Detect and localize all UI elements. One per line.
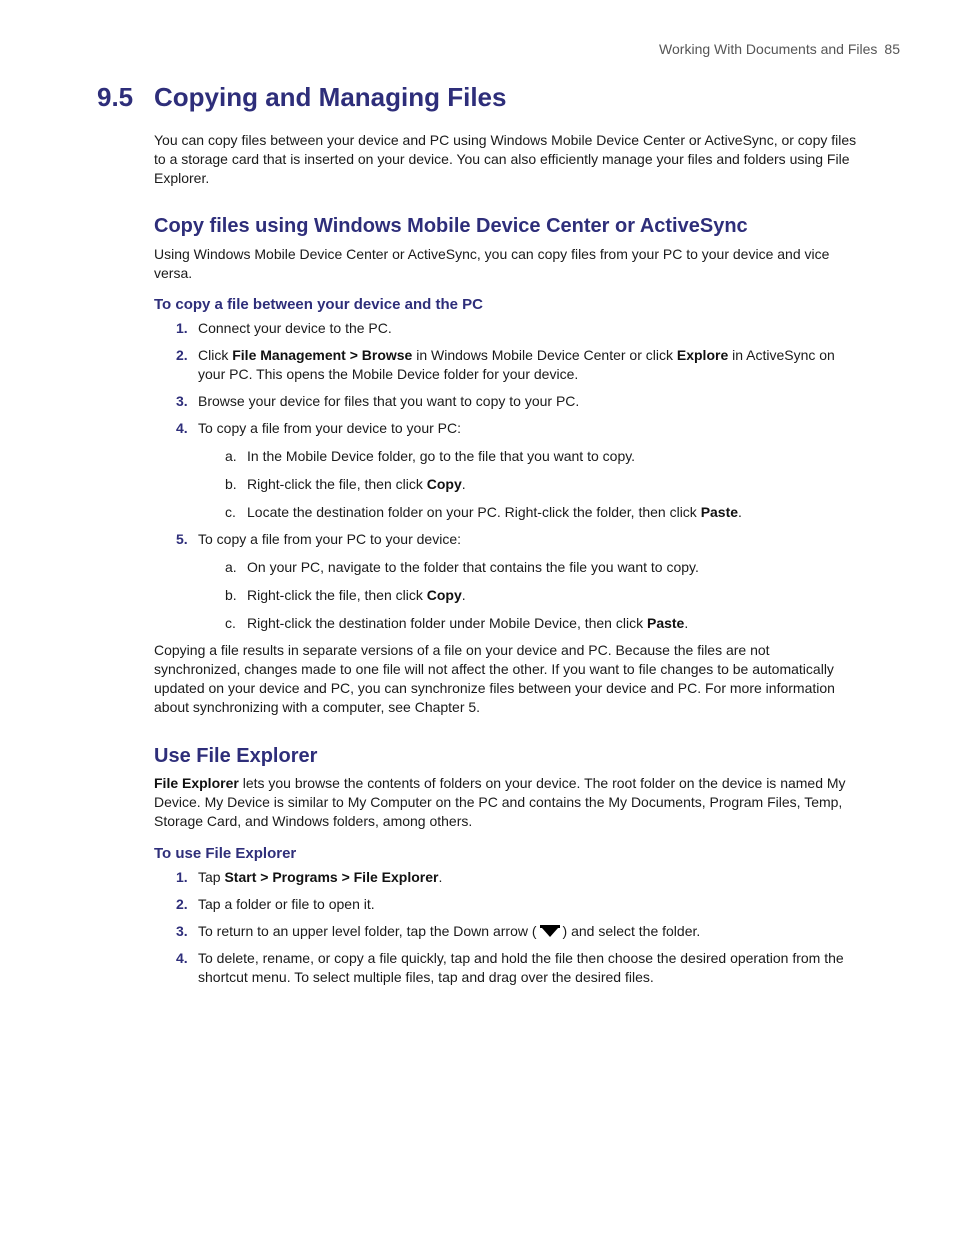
- file-explorer-paragraph: [154, 774, 859, 831]
- text-run: Click: [198, 347, 233, 363]
- list-item: [154, 475, 859, 494]
- ui-term: Copy: [426, 476, 462, 492]
- text-run: To return to an upper level folder, tap the Down arrow (: [198, 923, 537, 939]
- ui-term: File Management > Browse: [232, 347, 413, 363]
- ui-term: Paste: [700, 504, 739, 520]
- substep-text: [247, 476, 466, 492]
- ui-term: Explore: [676, 347, 729, 363]
- step-text: [198, 923, 700, 939]
- section-number: 9.5: [97, 82, 134, 112]
- step-number: 3.: [176, 393, 188, 409]
- copy-procedure-heading: To copy a file between your device and the PC: [154, 296, 483, 313]
- step-number: 5.: [176, 531, 188, 547]
- substep-text: [247, 587, 466, 603]
- step-number: 2.: [176, 896, 188, 912]
- step-number: 4.: [176, 950, 188, 966]
- text-run: .: [461, 587, 466, 603]
- step-number: 1.: [176, 320, 188, 336]
- step-text: To copy a file from your device to your PC:: [198, 420, 461, 436]
- step-text: [198, 869, 442, 885]
- page-number: 85: [884, 41, 900, 57]
- step-number: 2.: [176, 347, 188, 363]
- list-item: [154, 614, 859, 633]
- list-item: [154, 586, 859, 605]
- list-item: [154, 346, 859, 384]
- step-text: Tap a folder or file to open it.: [198, 896, 375, 912]
- copy-substeps-device-to-pc: [154, 447, 859, 522]
- running-title: Working With Documents and Files: [659, 41, 878, 57]
- substep-text: [247, 504, 742, 520]
- text-run: in ActiveSync on your PC. This opens the Mobile Device folder for your device.: [198, 347, 835, 382]
- copy-substeps-pc-to-device: [154, 558, 859, 633]
- step-text: Browse your device for files that you want to copy to your PC.: [198, 393, 580, 409]
- text-run: ) and select the folder.: [562, 923, 701, 939]
- text-run: Right-click the file, then click: [247, 587, 427, 603]
- substep-letter: c.: [225, 504, 236, 520]
- list-item: [154, 530, 859, 549]
- file-explorer-steps-list: [154, 868, 859, 987]
- substep-letter: a.: [225, 559, 237, 575]
- text-run: Locate the destination folder on your PC. Right-click the folder, then click: [247, 504, 701, 520]
- list-item: [154, 922, 859, 941]
- copy-closing-paragraph: Copying a file results in separate versions of a file on your device and PC. Because the files are not synchronized, changes made to one file will not affect the other. If you want to file changes to be automatically updated on your device and PC, you can synchronize files between your device and PC. For more information about synchronizing with a computer, see Chapter 5.: [154, 642, 835, 715]
- text-run: .: [684, 615, 689, 631]
- running-header: [659, 41, 900, 57]
- text-run: in Windows Mobile Device Center or click: [412, 347, 677, 363]
- intro-paragraph: You can copy files between your device and PC using Windows Mobile Device Center or ActiveSync, or copy files to a storage card that is inserted on your device. You can also efficiently manage your files and folders using File Explorer.: [154, 132, 857, 186]
- text-run: Tap: [198, 869, 225, 885]
- ui-term: File Explorer: [154, 775, 239, 791]
- substep-text: [247, 615, 688, 631]
- file-explorer-heading: Use File Explorer: [154, 745, 318, 767]
- copy-files-heading: Copy files using Windows Mobile Device Center or ActiveSync: [154, 215, 748, 237]
- substep-letter: a.: [225, 448, 237, 464]
- text-run: .: [738, 504, 742, 520]
- text-run: Right-click the file, then click: [247, 476, 427, 492]
- page-body: [154, 131, 859, 987]
- section-title: [97, 82, 506, 113]
- ui-term: Copy: [426, 587, 462, 603]
- step-number: 1.: [176, 869, 188, 885]
- substep-text: On your PC, navigate to the folder that contains the file you want to copy.: [247, 559, 699, 575]
- copy-steps-list-continued: [154, 530, 859, 549]
- step-text: [198, 347, 835, 382]
- text-run: .: [438, 869, 443, 885]
- substep-letter: b.: [225, 587, 237, 603]
- step-number: 4.: [176, 420, 188, 436]
- list-item: [154, 558, 859, 577]
- list-item: [154, 503, 859, 522]
- substep-letter: b.: [225, 476, 237, 492]
- file-explorer-procedure-heading: To use File Explorer: [154, 845, 297, 862]
- substep-letter: c.: [225, 615, 236, 631]
- down-arrow-icon: [539, 924, 561, 938]
- text-run: lets you browse the contents of folders on your device. The root folder on the device is named My Device. My Device is similar to My Computer on the PC and contains the My Documents, Program Files, Temp, Storage Card, and Windows folders, among others.: [154, 775, 846, 829]
- copy-files-paragraph: Using Windows Mobile Device Center or ActiveSync, you can copy files from your PC to your device and vice versa.: [154, 246, 830, 281]
- step-text: To copy a file from your PC to your device:: [198, 531, 461, 547]
- step-text: To delete, rename, or copy a file quickly, tap and hold the file then choose the desired operation from the shortcut menu. To select multiple files, tap and drag over the desired files.: [198, 950, 844, 985]
- list-item: [154, 949, 859, 987]
- list-item: [154, 419, 859, 438]
- text-run: .: [461, 476, 466, 492]
- list-item: [154, 319, 859, 338]
- step-text: Connect your device to the PC.: [198, 320, 392, 336]
- step-number: 3.: [176, 923, 188, 939]
- list-item: [154, 392, 859, 411]
- ui-term: Start > Programs > File Explorer: [224, 869, 439, 885]
- ui-term: Paste: [646, 615, 685, 631]
- list-item: [154, 447, 859, 466]
- list-item: [154, 868, 859, 887]
- copy-steps-list: [154, 319, 859, 438]
- list-item: [154, 895, 859, 914]
- substep-text: In the Mobile Device folder, go to the file that you want to copy.: [247, 448, 636, 464]
- section-title-text: Copying and Managing Files: [154, 82, 507, 112]
- text-run: Right-click the destination folder under Mobile Device, then click: [247, 615, 647, 631]
